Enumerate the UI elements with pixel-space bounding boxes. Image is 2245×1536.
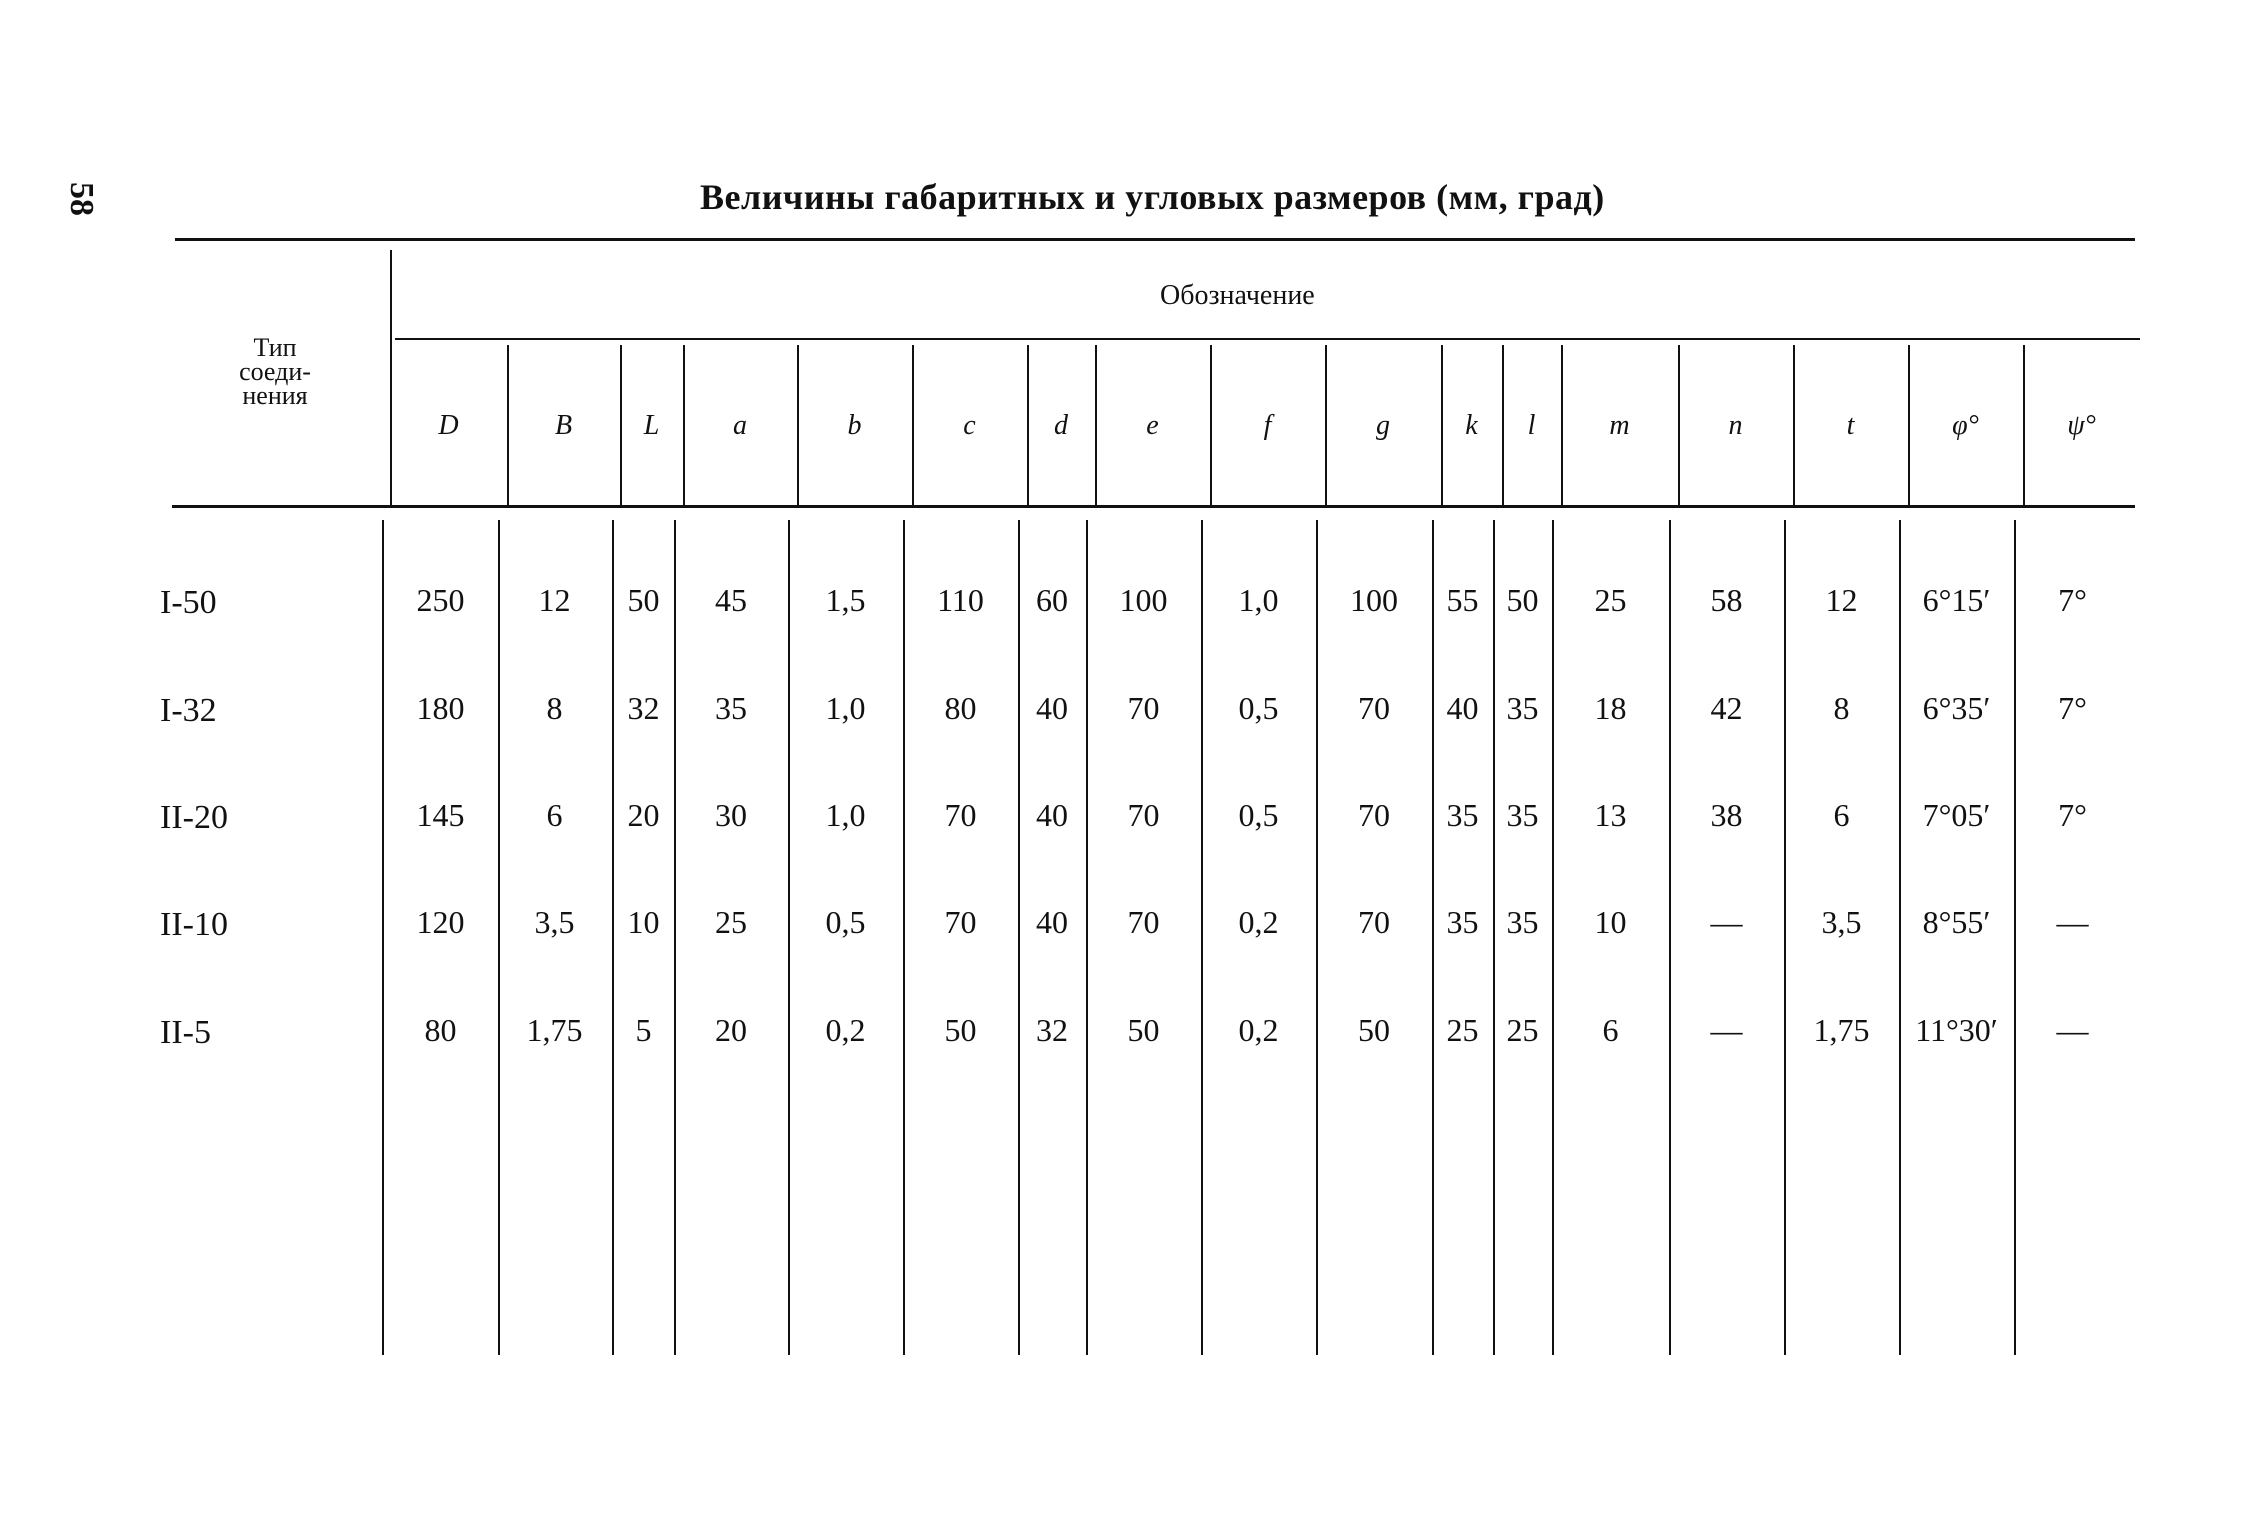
table-cell: 50 xyxy=(1127,1012,1160,1048)
column-header: B xyxy=(554,410,573,441)
table-cell: 70 xyxy=(1127,797,1160,833)
table-cell: 6°15′ xyxy=(1922,582,1991,618)
column-divider xyxy=(390,250,392,508)
column-header: d xyxy=(1054,410,1068,441)
table-cell: 100 xyxy=(1350,582,1398,618)
row-type-label: II-5 xyxy=(160,1014,211,1051)
table-cell: 55 xyxy=(1446,582,1479,618)
table-cell: 35 xyxy=(1446,904,1479,940)
column-header: f xyxy=(1263,410,1272,441)
table-cell: 32 xyxy=(1036,1012,1068,1048)
table-cell: 35 xyxy=(1446,797,1479,833)
table-cell: 100 xyxy=(1119,582,1168,618)
column-header: L xyxy=(643,410,660,441)
table-cell: 70 xyxy=(1358,690,1390,726)
table-cell: 6°35′ xyxy=(1922,690,1991,726)
table-cell: 7° xyxy=(2058,582,2087,618)
column-header: k xyxy=(1465,410,1478,441)
table-cell: 12 xyxy=(538,582,571,618)
table-cell: 35 xyxy=(1506,690,1539,726)
table-cell: 10 xyxy=(627,904,660,940)
table-cell: 70 xyxy=(1127,904,1160,940)
table-cell: 1,0 xyxy=(825,797,866,833)
column-header: ψ° xyxy=(2067,410,2096,441)
table-cell: 50 xyxy=(1358,1012,1390,1048)
table-cell: 80 xyxy=(424,1012,457,1048)
row-type-label: II-20 xyxy=(160,799,228,836)
table-cell: 12 xyxy=(1825,582,1858,618)
table-cell: — xyxy=(1710,904,1743,940)
row-header-line: Тип xyxy=(253,333,297,362)
table-cell: 35 xyxy=(1506,797,1539,833)
table-cell: 11°30′ xyxy=(1915,1012,1998,1048)
table-cell: 5 xyxy=(635,1012,652,1048)
table-title: Величины габаритных и угловых размеров (мм, град) xyxy=(700,177,1605,217)
group-header-rule xyxy=(395,338,2140,340)
table-cell: 18 xyxy=(1594,690,1627,726)
table-cell: 70 xyxy=(944,797,977,833)
table-cell: 80 xyxy=(944,690,977,726)
row-header xyxy=(220,333,330,410)
table-cell: 1,75 xyxy=(1813,1012,1870,1048)
table-cell: 42 xyxy=(1710,690,1743,726)
table-cell: 3,5 xyxy=(1821,904,1862,940)
column-header: D xyxy=(438,410,459,441)
table-cell: 0,2 xyxy=(1238,904,1279,940)
table-cell: 120 xyxy=(416,904,465,940)
table-cell: 7° xyxy=(2058,690,2087,726)
table-cell: 25 xyxy=(715,904,747,940)
column-header: a xyxy=(733,410,747,441)
table-cell: 32 xyxy=(627,690,660,726)
row-type-label: I-32 xyxy=(160,692,217,729)
table-cell: 7°05′ xyxy=(1922,797,1991,833)
table-cell: 30 xyxy=(715,797,747,833)
table-cell: 25 xyxy=(1506,1012,1539,1048)
column-header: g xyxy=(1376,410,1390,441)
table-cell: 25 xyxy=(1446,1012,1479,1048)
table-cell: 0,2 xyxy=(1238,1012,1279,1048)
column-header: b xyxy=(847,410,862,441)
table-cell: 8 xyxy=(1833,690,1850,726)
table-cell: 180 xyxy=(416,690,465,726)
table-cell: 0,5 xyxy=(825,904,866,940)
table-cell: 6 xyxy=(1833,797,1850,833)
table-cell: 35 xyxy=(715,690,747,726)
table-cell: 1,0 xyxy=(1238,582,1279,618)
table-cell: 145 xyxy=(416,797,465,833)
table-cell: 1,5 xyxy=(825,582,866,618)
table-cell: 0,5 xyxy=(1238,690,1279,726)
table-cell: 50 xyxy=(627,582,660,618)
table-cell: 40 xyxy=(1036,904,1068,940)
table-cell: 60 xyxy=(1036,582,1068,618)
table-cell: 70 xyxy=(944,904,977,940)
table-cell: 35 xyxy=(1506,904,1539,940)
column-header: e xyxy=(1146,410,1159,441)
table-cell: 8 xyxy=(546,690,563,726)
table-cell: 110 xyxy=(937,582,984,618)
row-type-label: I-50 xyxy=(160,584,217,621)
table-cell: 7° xyxy=(2058,797,2087,833)
header-bottom-rule xyxy=(172,505,2135,508)
table-cell: 8°55′ xyxy=(1922,904,1991,940)
table-cell: 40 xyxy=(1036,690,1068,726)
table-cell: 20 xyxy=(715,1012,747,1048)
table-cell: 40 xyxy=(1446,690,1479,726)
table-cell: 13 xyxy=(1594,797,1627,833)
page-number: 58 xyxy=(63,182,100,216)
column-header: n xyxy=(1728,410,1743,441)
table-cell: 40 xyxy=(1036,797,1068,833)
column-header: m xyxy=(1609,410,1630,441)
table-cell: — xyxy=(1710,1012,1743,1048)
table-cell: 25 xyxy=(1594,582,1627,618)
group-header: Обозначение xyxy=(1160,280,1315,311)
table-cell: 1,75 xyxy=(526,1012,583,1048)
table-cell: 70 xyxy=(1358,797,1390,833)
table-cell: 70 xyxy=(1127,690,1160,726)
column-header: l xyxy=(1527,410,1536,441)
row-header-line: соеди- xyxy=(239,357,311,386)
table-cell: 0,5 xyxy=(1238,797,1279,833)
table-cell: — xyxy=(2056,904,2089,940)
top-rule xyxy=(175,238,2135,241)
table-cell: 250 xyxy=(416,582,465,618)
table-cell: 1,0 xyxy=(825,690,866,726)
column-header: φ° xyxy=(1952,410,1979,441)
table-cell: 50 xyxy=(944,1012,977,1048)
table-cell: 70 xyxy=(1358,904,1390,940)
table-cell: 0,2 xyxy=(825,1012,866,1048)
table-cell: 50 xyxy=(1506,582,1539,618)
table-cell: — xyxy=(2056,1012,2089,1048)
table-cell: 58 xyxy=(1710,582,1743,618)
table-cell: 6 xyxy=(1602,1012,1619,1048)
table-cell: 20 xyxy=(627,797,660,833)
row-type-label: II-10 xyxy=(160,906,228,943)
table-cell: 38 xyxy=(1710,797,1743,833)
table-cell: 10 xyxy=(1594,904,1627,940)
row-header-line: нения xyxy=(242,381,308,410)
column-header: c xyxy=(963,410,976,441)
table-cell: 45 xyxy=(715,582,747,618)
table-cell: 6 xyxy=(546,797,563,833)
table-cell: 3,5 xyxy=(534,904,575,940)
column-header: t xyxy=(1846,410,1855,441)
